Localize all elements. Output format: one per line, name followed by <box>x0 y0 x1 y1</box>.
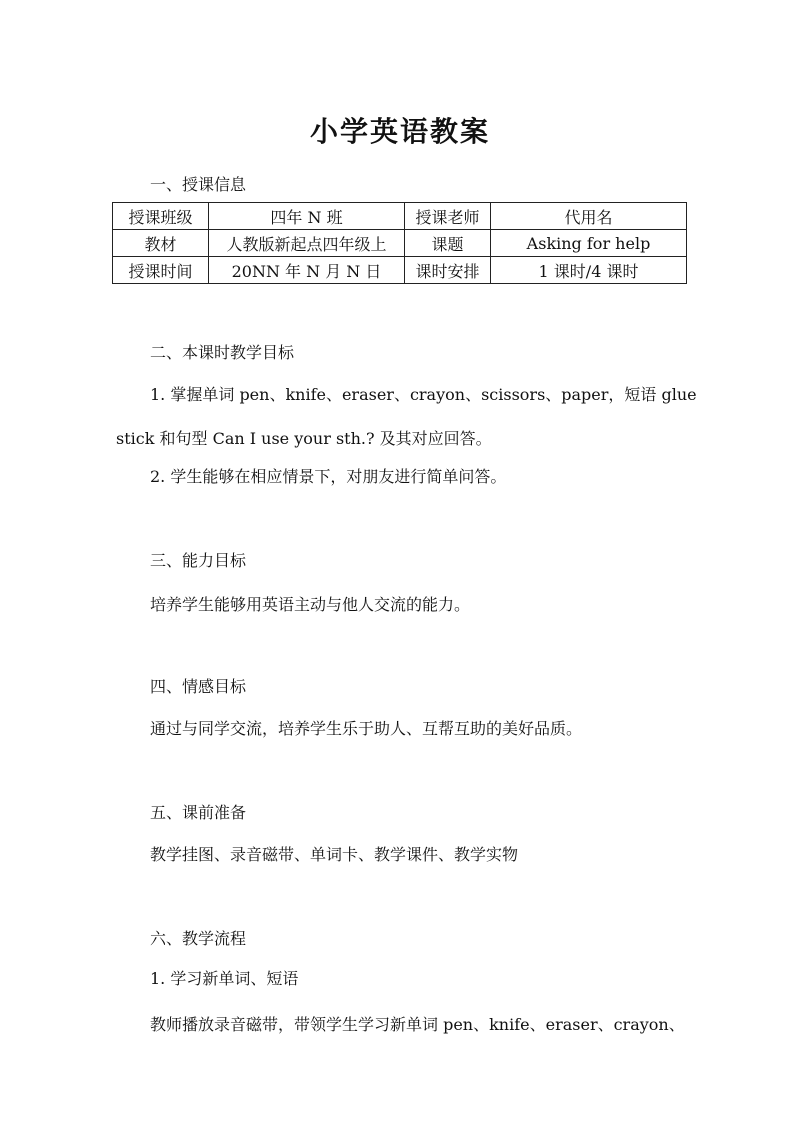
procedure-step-1-text: 教师播放录音磁带，带领学生学习新单词 pen、knife、eraser、crayon、 <box>150 1015 685 1034</box>
objective-2: 2. 学生能够在相应情景下，对朋友进行简单问答。 <box>150 467 507 486</box>
preparation-text: 教学挂图、录音磁带、单词卡、教学课件、教学实物 <box>150 845 519 864</box>
section-heading-objectives: 二、本课时教学目标 <box>150 343 295 362</box>
ability-text: 培养学生能够用英语主动与他人交流的能力。 <box>150 595 471 614</box>
table-cell: 授课时间 <box>113 257 209 284</box>
table-row <box>113 230 687 257</box>
table-cell: 四年 N 班 <box>209 203 405 230</box>
table-cell: 授课老师 <box>405 203 491 230</box>
table-cell: 教材 <box>113 230 209 257</box>
table-cell: 课时安排 <box>405 257 491 284</box>
section-heading-procedure: 六、教学流程 <box>150 929 247 948</box>
table-cell: Asking for help <box>491 230 687 257</box>
table-cell: 人教版新起点四年级上 <box>209 230 405 257</box>
objective-1-line-1: 1. 掌握单词 pen、knife、eraser、crayon、scissors、paper，短语 glue <box>150 385 697 404</box>
table-cell: 1 课时/4 课时 <box>491 257 687 284</box>
procedure-step-1: 1. 学习新单词、短语 <box>150 969 299 988</box>
table-cell: 课题 <box>405 230 491 257</box>
table-cell: 代用名 <box>491 203 687 230</box>
table-row <box>113 203 687 230</box>
section-heading-teaching-info: 一、授课信息 <box>150 175 247 194</box>
section-heading-preparation: 五、课前准备 <box>150 803 247 822</box>
section-heading-emotion: 四、情感目标 <box>150 677 247 696</box>
emotion-text: 通过与同学交流，培养学生乐于助人、互帮互助的美好品质。 <box>150 719 583 738</box>
table-cell: 20NN 年 N 月 N 日 <box>209 257 405 284</box>
teaching-info-table <box>112 202 687 284</box>
page-title: 小学英语教案 <box>309 115 490 148</box>
section-heading-ability: 三、能力目标 <box>150 551 247 570</box>
table-cell: 授课班级 <box>113 203 209 230</box>
objective-1-line-2: stick 和句型 Can I use your sth.? 及其对应回答。 <box>116 429 492 448</box>
table-row <box>113 257 687 284</box>
